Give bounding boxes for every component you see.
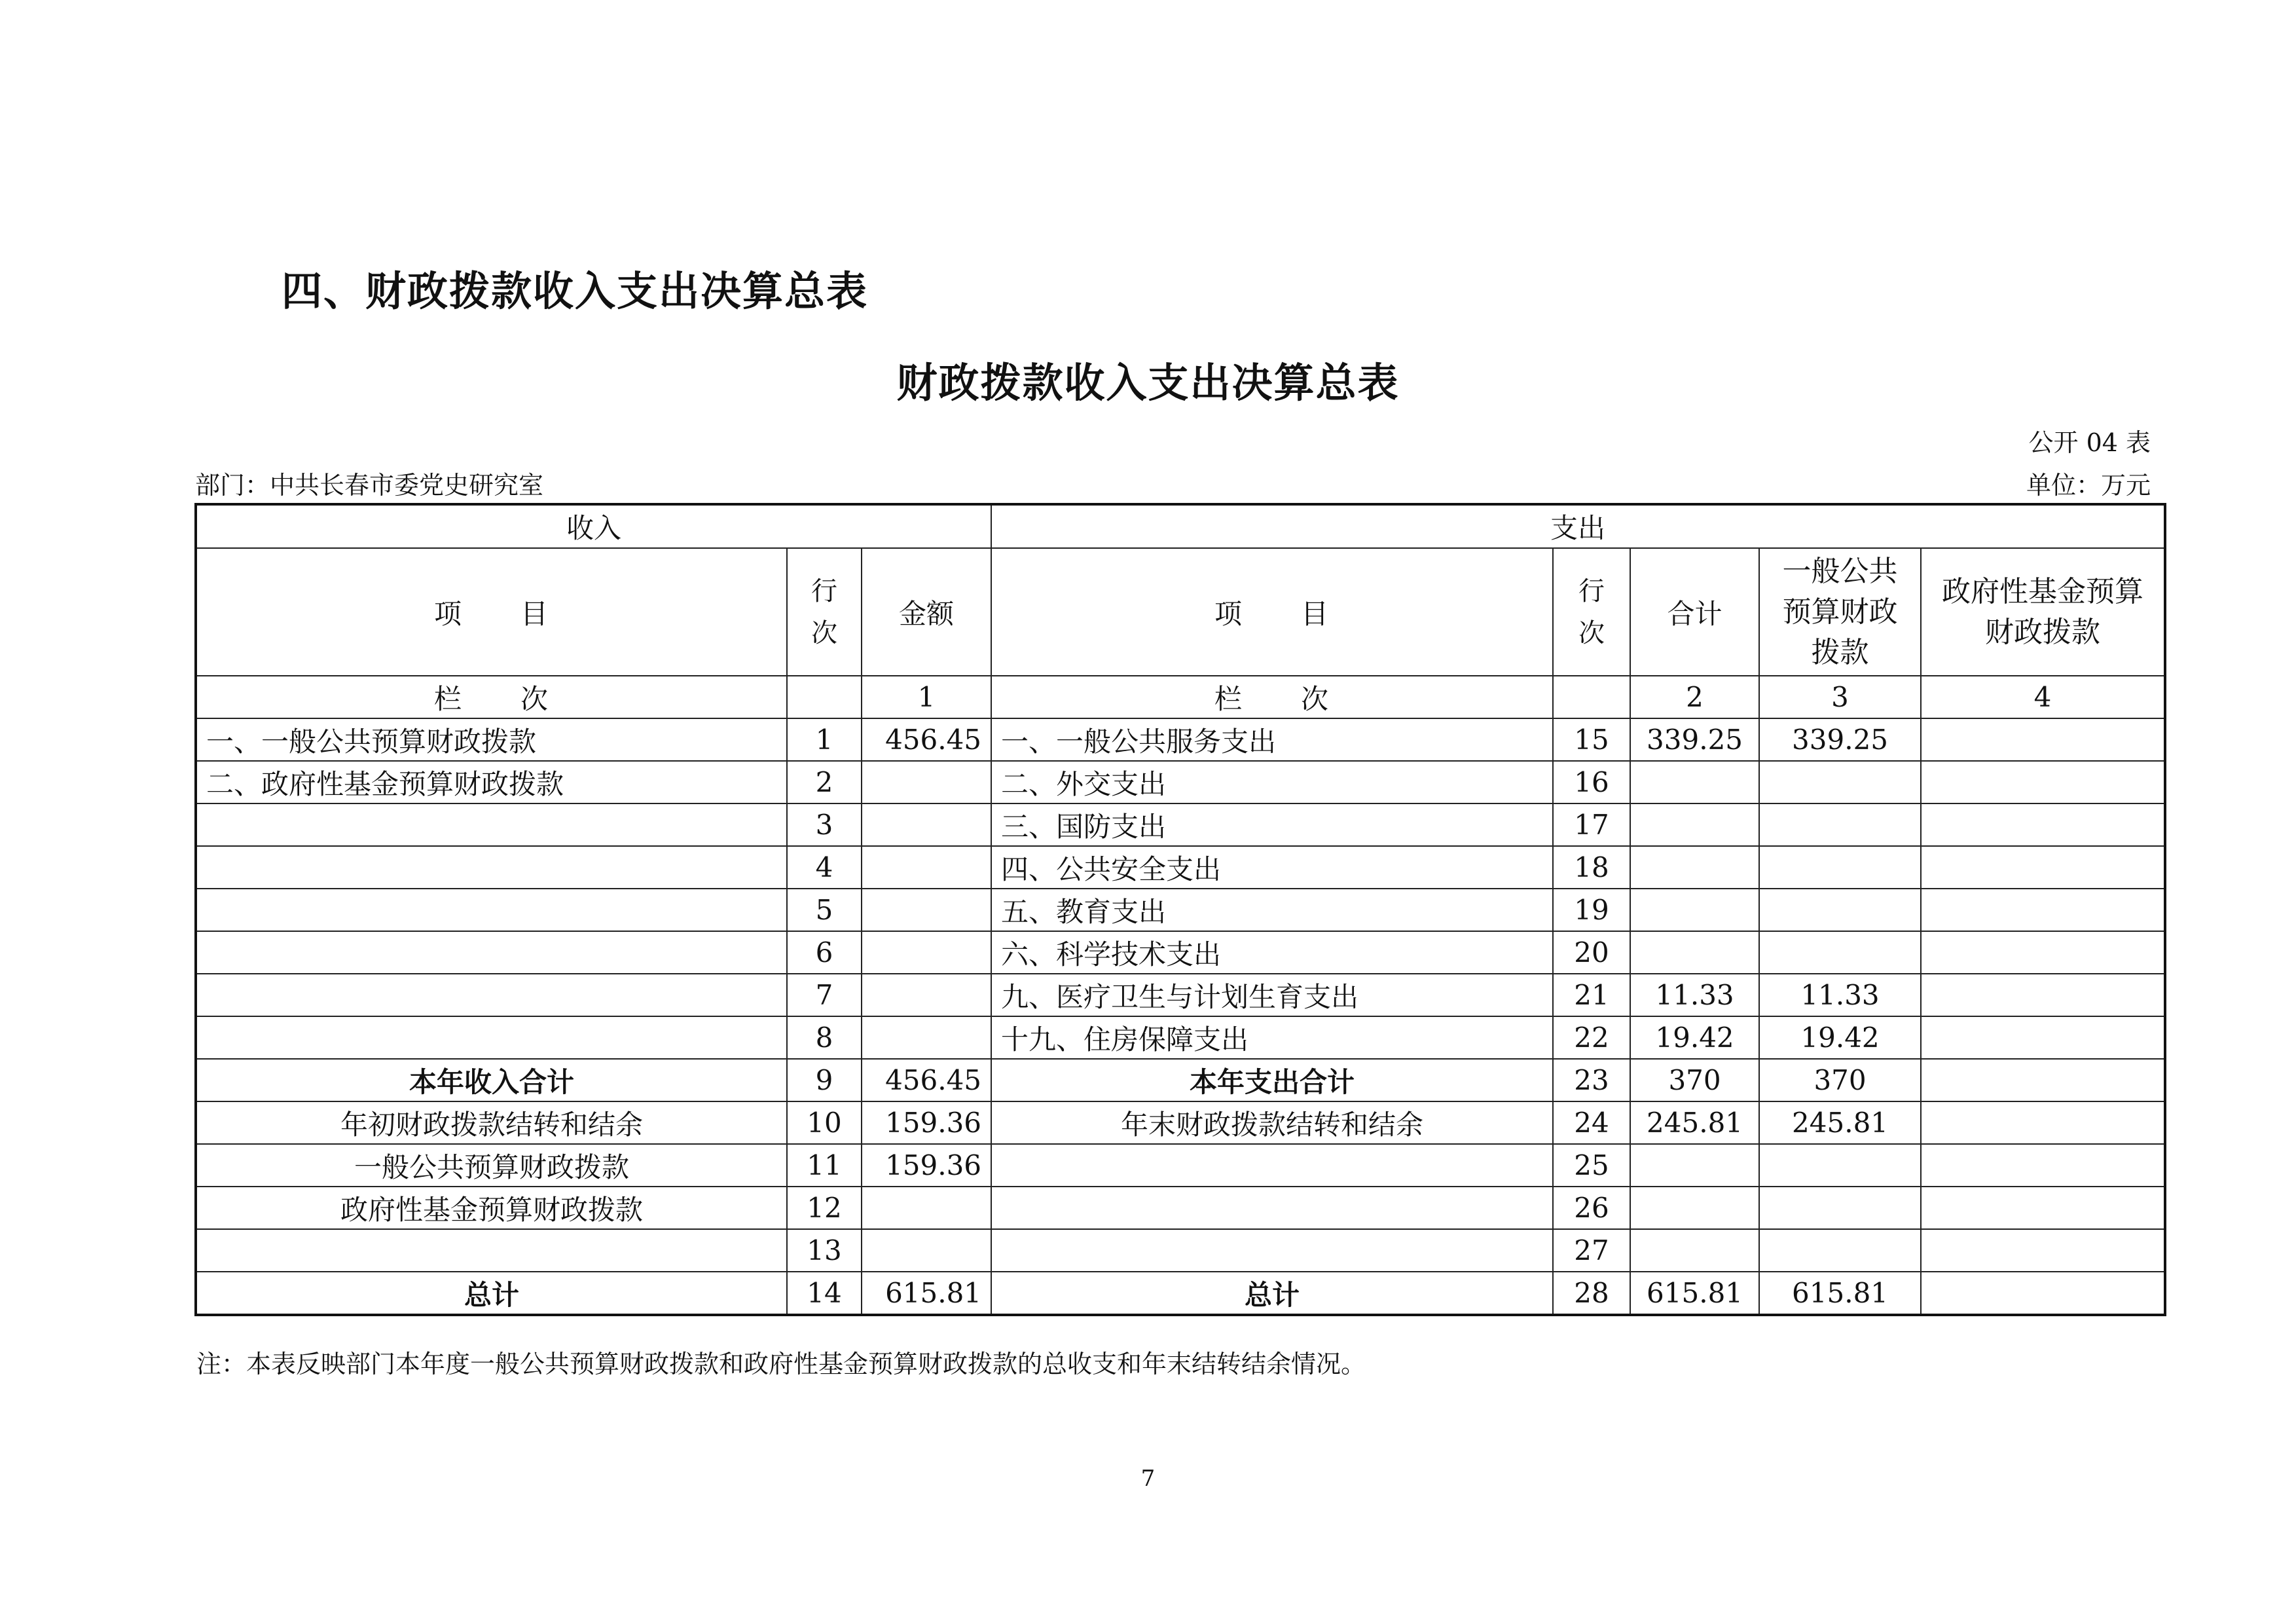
table-row: [196, 1016, 2165, 1059]
blank-cell: [1553, 676, 1630, 718]
table-note: 注：本表反映部门本年度一般公共预算财政拨款和政府性基金预算财政拨款的总收支和年末结转结余情况。: [196, 1350, 1366, 1378]
general-budget-cell: [1759, 1229, 1921, 1272]
expense-item-cell: 二、外交支出: [991, 761, 1553, 803]
table-row: [196, 974, 2165, 1016]
expense-item-cell: [991, 1144, 1553, 1187]
expense-item-cell: 本年支出合计: [991, 1059, 1553, 1101]
gov-fund-cell: [1921, 1016, 2165, 1059]
income-row-no-cell: 8: [787, 1016, 862, 1059]
income-amount-cell: [862, 761, 991, 803]
income-row-no-cell: 5: [787, 889, 862, 931]
expense-row-no-cell: 23: [1553, 1059, 1630, 1101]
general-budget-cell: [1759, 803, 1921, 846]
income-amount-header: 金额: [862, 548, 991, 676]
expense-row-no-cell: 17: [1553, 803, 1630, 846]
expense-column-no-label: 栏 次: [991, 676, 1553, 718]
income-row-no-cell: 3: [787, 803, 862, 846]
gov-fund-cell: [1921, 718, 2165, 761]
expense-item-cell: [991, 1229, 1553, 1272]
income-item-cell: 总计: [196, 1272, 787, 1315]
table-row: [196, 1229, 2165, 1272]
expense-row-no-cell: 21: [1553, 974, 1630, 1016]
expense-total-header: 合计: [1630, 548, 1759, 676]
column-no-3: 3: [1759, 676, 1921, 718]
column-no-2: 2: [1630, 676, 1759, 718]
table-title: 财政拨款收入支出决算总表: [896, 359, 1400, 407]
income-amount-cell: [862, 889, 991, 931]
expense-item-cell: 十九、住房保障支出: [991, 1016, 1553, 1059]
income-item-cell: [196, 931, 787, 974]
gov-fund-cell: [1921, 803, 2165, 846]
income-item-cell: [196, 1229, 787, 1272]
group-header-row: [196, 504, 2165, 548]
income-row-no-cell: 13: [787, 1229, 862, 1272]
gov-fund-cell: [1921, 1229, 2165, 1272]
department-unit-line: [195, 465, 2151, 501]
expense-item-cell: 六、科学技术支出: [991, 931, 1553, 974]
expense-total-cell: [1630, 931, 1759, 974]
income-row-no-cell: 12: [787, 1187, 862, 1229]
table-row: [196, 803, 2165, 846]
table-row: [196, 889, 2165, 931]
income-group-header: 收入: [196, 504, 991, 548]
income-amount-cell: [862, 1229, 991, 1272]
row-no-header-part: 次: [1578, 618, 1605, 648]
expense-row-no-cell: 22: [1553, 1016, 1630, 1059]
income-item-cell: [196, 1016, 787, 1059]
gov-fund-cell: [1921, 974, 2165, 1016]
gov-fund-cell: [1921, 761, 2165, 803]
table-row: [196, 1187, 2165, 1229]
expense-item-cell: 四、公共安全支出: [991, 846, 1553, 889]
income-row-no-cell: 6: [787, 931, 862, 974]
general-budget-cell: 19.42: [1759, 1016, 1921, 1059]
general-budget-cell: 339.25: [1759, 718, 1921, 761]
income-item-cell: 本年收入合计: [196, 1059, 787, 1101]
section-heading: 四、财政拨款收入支出决算总表: [282, 267, 869, 315]
income-item-cell: 年初财政拨款结转和结余: [196, 1101, 787, 1144]
expense-total-cell: 370: [1630, 1059, 1759, 1101]
income-item-header: 项 目: [196, 548, 787, 676]
general-budget-cell: 370: [1759, 1059, 1921, 1101]
expense-item-cell: 九、医疗卫生与计划生育支出: [991, 974, 1553, 1016]
gov-fund-cell: [1921, 1059, 2165, 1101]
income-row-no-header: [787, 548, 862, 676]
general-budget-cell: [1759, 761, 1921, 803]
income-item-cell: [196, 803, 787, 846]
general-budget-cell: 11.33: [1759, 974, 1921, 1016]
expense-item-cell: [991, 1187, 1553, 1229]
table-code: 公开 04 表: [2028, 428, 2151, 457]
expense-item-cell: 一、一般公共服务支出: [991, 718, 1553, 761]
general-budget-cell: [1759, 931, 1921, 974]
table-row: [196, 718, 2165, 761]
appropriation-summary-table: [194, 503, 2166, 1316]
gov-fund-cell: [1921, 889, 2165, 931]
income-row-no-cell: 14: [787, 1272, 862, 1315]
general-budget-header: 一般公共预算财政拨款: [1759, 548, 1921, 676]
gov-fund-cell: [1921, 1187, 2165, 1229]
column-no-1: 1: [862, 676, 991, 718]
table-row: [196, 761, 2165, 803]
table-row: [196, 1101, 2165, 1144]
income-amount-cell: [862, 1187, 991, 1229]
unit-label: 单位：万元: [2026, 471, 2151, 500]
income-column-no-label: 栏 次: [196, 676, 787, 718]
income-amount-cell: [862, 931, 991, 974]
general-budget-cell: 615.81: [1759, 1272, 1921, 1315]
table-body: [196, 504, 2165, 1315]
income-amount-cell: 615.81: [862, 1272, 991, 1315]
expense-row-no-cell: 20: [1553, 931, 1630, 974]
expense-row-no-cell: 28: [1553, 1272, 1630, 1315]
gov-fund-header: 政府性基金预算财政拨款: [1921, 548, 2165, 676]
expense-row-no-cell: 27: [1553, 1229, 1630, 1272]
column-no-4: 4: [1921, 676, 2165, 718]
income-item-cell: 政府性基金预算财政拨款: [196, 1187, 787, 1229]
expense-total-cell: [1630, 1229, 1759, 1272]
general-budget-cell: [1759, 889, 1921, 931]
income-item-cell: 二、政府性基金预算财政拨款: [196, 761, 787, 803]
expense-row-no-header: [1553, 548, 1630, 676]
expense-total-cell: [1630, 1144, 1759, 1187]
income-amount-cell: 456.45: [862, 718, 991, 761]
income-row-no-cell: 2: [787, 761, 862, 803]
expense-item-cell: 三、国防支出: [991, 803, 1553, 846]
income-row-no-cell: 9: [787, 1059, 862, 1101]
gov-fund-cell: [1921, 931, 2165, 974]
expense-row-no-cell: 18: [1553, 846, 1630, 889]
expense-row-no-cell: 25: [1553, 1144, 1630, 1187]
row-no-header-part: 行: [1578, 576, 1605, 606]
expense-row-no-cell: 16: [1553, 761, 1630, 803]
table-row: [196, 1272, 2165, 1315]
general-budget-cell: [1759, 1144, 1921, 1187]
income-row-no-cell: 11: [787, 1144, 862, 1187]
income-item-cell: [196, 889, 787, 931]
income-row-no-cell: 10: [787, 1101, 862, 1144]
gov-fund-cell: [1921, 846, 2165, 889]
table-row: [196, 846, 2165, 889]
income-amount-cell: [862, 1016, 991, 1059]
table-row: [196, 931, 2165, 974]
expense-item-cell: 年末财政拨款结转和结余: [991, 1101, 1553, 1144]
income-amount-cell: 456.45: [862, 1059, 991, 1101]
income-amount-cell: [862, 974, 991, 1016]
expense-total-cell: 11.33: [1630, 974, 1759, 1016]
column-number-row: [196, 676, 2165, 718]
table-row: [196, 1144, 2165, 1187]
expense-item-cell: 总计: [991, 1272, 1553, 1315]
expense-total-cell: [1630, 889, 1759, 931]
expense-total-cell: [1630, 1187, 1759, 1229]
page-number: 7: [1140, 1466, 1156, 1492]
expense-total-cell: 615.81: [1630, 1272, 1759, 1315]
income-amount-cell: 159.36: [862, 1101, 991, 1144]
expense-group-header: 支出: [991, 504, 2165, 548]
expense-total-cell: 245.81: [1630, 1101, 1759, 1144]
income-item-cell: 一般公共预算财政拨款: [196, 1144, 787, 1187]
expense-total-cell: [1630, 761, 1759, 803]
expense-total-cell: 19.42: [1630, 1016, 1759, 1059]
income-item-cell: [196, 846, 787, 889]
gov-fund-cell: [1921, 1272, 2165, 1315]
expense-row-no-cell: 24: [1553, 1101, 1630, 1144]
expense-row-no-cell: 19: [1553, 889, 1630, 931]
income-row-no-cell: 4: [787, 846, 862, 889]
gov-fund-cell: [1921, 1144, 2165, 1187]
general-budget-cell: [1759, 1187, 1921, 1229]
expense-row-no-cell: 15: [1553, 718, 1630, 761]
expense-item-cell: 五、教育支出: [991, 889, 1553, 931]
general-budget-cell: 245.81: [1759, 1101, 1921, 1144]
blank-cell: [787, 676, 862, 718]
income-row-no-cell: 7: [787, 974, 862, 1016]
income-amount-cell: 159.36: [862, 1144, 991, 1187]
income-amount-cell: [862, 846, 991, 889]
expense-row-no-cell: 26: [1553, 1187, 1630, 1229]
expense-total-cell: [1630, 803, 1759, 846]
income-item-cell: [196, 974, 787, 1016]
expense-total-cell: 339.25: [1630, 718, 1759, 761]
expense-item-header: 项 目: [991, 548, 1553, 676]
department-label: 部门：中共长春市委党史研究室: [195, 471, 544, 500]
income-amount-cell: [862, 803, 991, 846]
income-item-cell: 一、一般公共预算财政拨款: [196, 718, 787, 761]
expense-total-cell: [1630, 846, 1759, 889]
row-no-header-part: 行: [811, 576, 837, 606]
gov-fund-cell: [1921, 1101, 2165, 1144]
row-no-header-part: 次: [811, 618, 837, 648]
general-budget-cell: [1759, 846, 1921, 889]
table-row: [196, 1059, 2165, 1101]
income-row-no-cell: 1: [787, 718, 862, 761]
column-header-row: [196, 548, 2165, 676]
